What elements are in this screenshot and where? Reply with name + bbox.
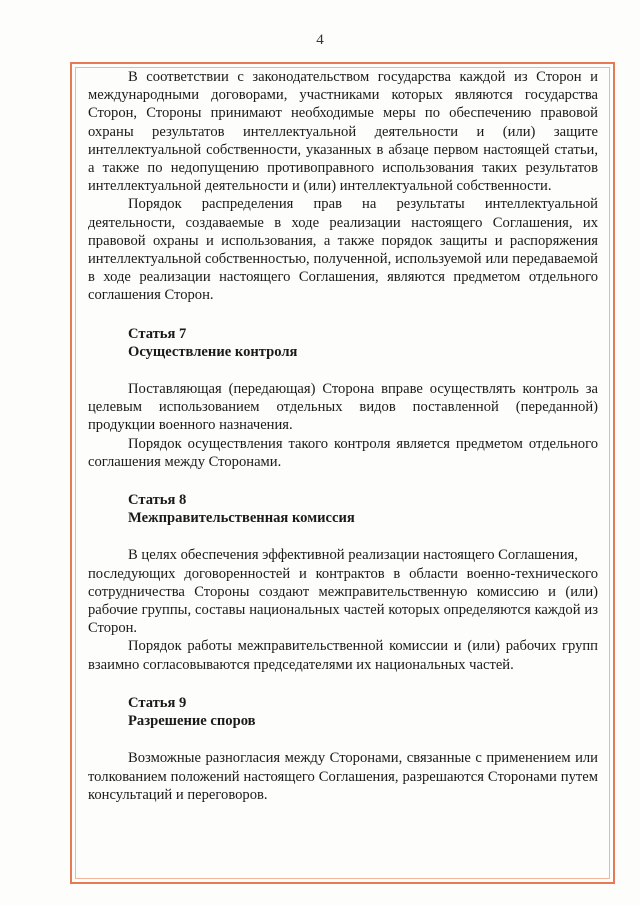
article-9-title: Разрешение споров — [128, 713, 256, 730]
article-8-number: Статья 8 — [128, 492, 187, 509]
article-7-number: Статья 7 — [128, 325, 187, 342]
intro-paragraph-1: В соответствии с законодательством государства каждой из Сторон и международными договорами, участниками которых являются государства Сторон, Стороны принимают необходимые меры по обеспечению правовой охраны результатов интеллектуальной деятельности и (или) защите интеллектуальной собственности, указанных в абзаце первом настоящей статьи, а также по недопущению противоправного использования таких результатов интеллектуальной деятельности и (или) интеллектуальной собственности. — [88, 69, 598, 195]
article-8-paragraph-1-continued: последующих договоренностей и контрактов в области военно-технического сотрудничества Стороны создают межправительственную комиссию и (или) рабочие группы, составы национальных частей которых определяются каждой из Сторон. — [88, 565, 598, 637]
article-8-title: Межправительственная комиссия — [128, 510, 355, 527]
article-9-paragraph-1: Возможные разногласия между Сторонами, связанные с применением или толкованием положений настоящего Соглашения, разрешаются Сторонами путем консультаций и переговоров. — [88, 750, 598, 803]
document-body — [88, 68, 598, 804]
article-8-paragraph-2: Порядок работы межправительственной комиссии и (или) рабочих групп взаимно согласовываются председателями их национальных частей. — [88, 638, 598, 673]
page-number: 4 — [316, 32, 324, 48]
intro-paragraph-2: Порядок распределения прав на результаты интеллектуальной деятельности, создаваемые в ходе реализации настоящего Соглашения, их правовой охраны и использования, а также порядок защиты и распоряжения интеллектуальной собственностью, полученной, используемой или передаваемой в ходе реализации настоящего Соглашения, являются предметом отдельного соглашения Сторон. — [88, 196, 598, 304]
article-8-paragraph-1: В целях обеспечения эффективной реализации настоящего Соглашения, — [128, 547, 578, 564]
article-7-paragraph-2: Порядок осуществления такого контроля является предметом отдельного соглашения между Сторонами. — [88, 435, 598, 470]
article-7-paragraph-1: Поставляющая (передающая) Сторона вправе осуществлять контроль за целевым использованием отдельных видов поставленной (переданной) продукции военного назначения. — [88, 381, 598, 434]
article-9-number: Статья 9 — [128, 694, 187, 711]
article-7-title: Осуществление контроля — [128, 343, 298, 360]
